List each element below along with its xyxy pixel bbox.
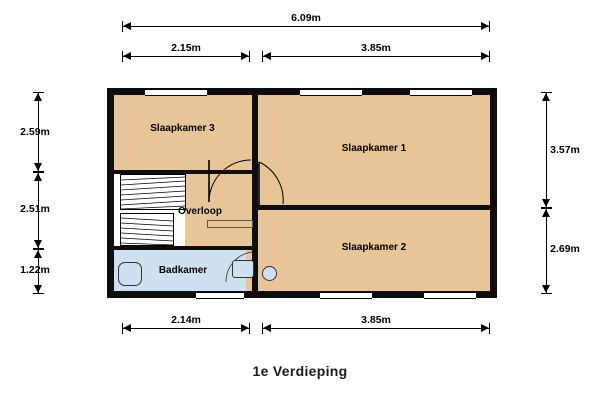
- dim-label-left-middle: 2.51m: [20, 203, 50, 215]
- dim-arrow: [123, 324, 131, 332]
- dim-label-right-bottom: 2.69m: [550, 243, 580, 255]
- dim-line-bottom-left: [122, 328, 250, 329]
- dim-label-right-top: 3.57m: [550, 144, 580, 156]
- dim-arrow: [34, 173, 42, 181]
- window-top-left: [145, 89, 207, 96]
- dim-line-top-inner-right: [262, 56, 490, 57]
- dim-line-top-inner-left: [122, 56, 250, 57]
- dim-label-bottom-left: 2.14m: [171, 314, 201, 326]
- dim-tick: [489, 21, 490, 32]
- dim-label-top-inner-left: 2.15m: [171, 42, 201, 54]
- wall-right: [490, 88, 497, 298]
- dim-arrow: [34, 250, 42, 258]
- staircase-lower: [120, 213, 174, 246]
- dim-arrow: [123, 22, 131, 30]
- room-label-badkamer: Badkamer: [158, 265, 208, 276]
- dim-arrow: [241, 324, 249, 332]
- dim-tick: [541, 293, 552, 294]
- room-label-slaapkamer-1: Slaapkamer 1: [341, 143, 407, 154]
- dim-arrow: [34, 163, 42, 171]
- dim-arrow: [34, 240, 42, 248]
- stair-steps-lower-icon: [121, 214, 173, 245]
- wall-left: [107, 88, 114, 298]
- door-slaapkamer-3: [207, 158, 255, 204]
- door-slaapkamer-1: [257, 160, 285, 208]
- dim-label-left-top: 2.59m: [20, 126, 50, 138]
- dim-tick: [33, 293, 44, 294]
- toilet-icon: [262, 266, 277, 281]
- dim-label-top-inner-right: 3.85m: [361, 42, 391, 54]
- dim-arrow: [542, 285, 550, 293]
- dim-arrow: [123, 52, 131, 60]
- dim-label-left-bottom: 1.22m: [20, 264, 50, 276]
- dim-tick: [249, 51, 250, 62]
- window-top-right: [410, 89, 472, 96]
- dim-arrow: [241, 52, 249, 60]
- staircase-upper: [120, 174, 186, 210]
- window-bottom-center: [320, 292, 372, 299]
- window-bottom-right: [424, 292, 476, 299]
- dim-label-top-outer: 6.09m: [291, 12, 321, 24]
- dim-line-bottom-right: [262, 328, 490, 329]
- window-top-center: [300, 89, 362, 96]
- room-label-overloop: Overloop: [178, 206, 222, 217]
- dim-arrow: [481, 22, 489, 30]
- dim-arrow: [263, 52, 271, 60]
- dim-arrow: [542, 209, 550, 217]
- door-overloop-panel: [207, 220, 253, 228]
- room-label-slaapkamer-2: Slaapkamer 2: [341, 242, 407, 253]
- stair-steps-upper-icon: [121, 175, 185, 209]
- dim-line-top-outer: [122, 26, 490, 27]
- dim-arrow: [263, 324, 271, 332]
- dim-arrow: [542, 199, 550, 207]
- window-bottom-left: [196, 292, 244, 299]
- dim-tick: [489, 323, 490, 334]
- room-label-slaapkamer-3: Slaapkamer 3: [150, 123, 215, 134]
- dim-tick: [249, 323, 250, 334]
- dim-tick: [489, 51, 490, 62]
- dim-arrow: [34, 93, 42, 101]
- dim-arrow: [481, 324, 489, 332]
- wall-between-bedrooms: [258, 205, 490, 210]
- dim-arrow: [34, 285, 42, 293]
- dim-arrow: [481, 52, 489, 60]
- dim-label-bottom-right: 3.85m: [361, 314, 391, 326]
- dim-arrow: [542, 93, 550, 101]
- page-title: 1e Verdieping: [252, 363, 348, 379]
